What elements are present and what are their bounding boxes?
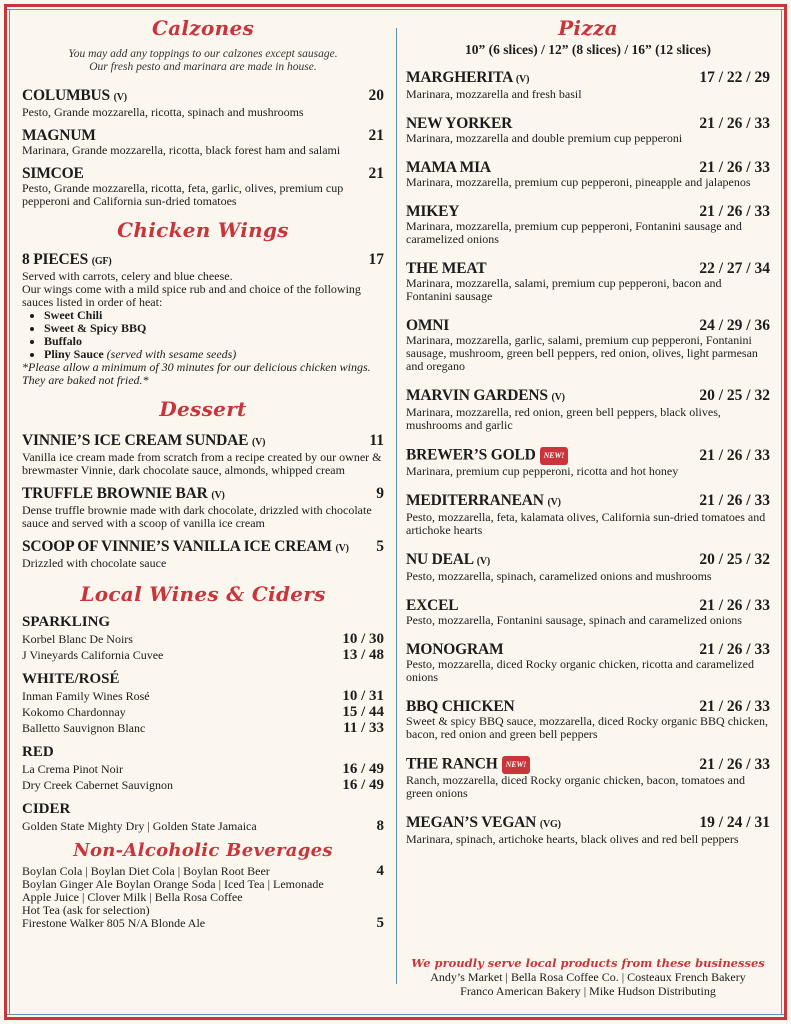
- item-desc: Sweet & spicy BBQ sauce, mozzarella, diced Rocky organic BBQ chicken, bacon, red onion and green bell peppers: [406, 714, 769, 741]
- item-desc: Marinara, mozzarella, premium cup pepperoni, pineapple and jalapenos: [406, 175, 751, 189]
- wine-name: Korbel Blanc De Noirs: [22, 632, 133, 646]
- menu-item: [406, 493, 770, 537]
- item-name: THE MEAT: [406, 260, 487, 277]
- wine-price: 8: [376, 818, 384, 834]
- menu-item: [406, 70, 770, 101]
- item-name: 8 PIECES: [22, 251, 89, 268]
- wine-row: [22, 704, 384, 720]
- beverage-price: 5: [376, 915, 384, 931]
- wine-name: Balletto Sauvignon Blanc: [22, 721, 146, 735]
- item-desc: Marinara, mozzarella, garlic, salami, premium cup pepperoni, Fontanini sausage, mushroom, green bell peppers, red onion, olives, light parmesan and oregano: [406, 333, 758, 373]
- item-price: 20 / 25 / 32: [699, 387, 770, 404]
- item-tag: (V): [251, 437, 266, 448]
- border-top-red: [4, 4, 787, 7]
- menu-item: [406, 642, 770, 684]
- dessert-title: Dessert: [159, 397, 247, 421]
- item-desc: Marinara, mozzarella, salami, premium cup pepperoni, bacon and Fontanini sausage: [406, 276, 722, 303]
- item-desc: Pesto, mozzarella, Fontanini sausage, spinach and caramelized onions: [406, 613, 742, 627]
- item-price: 22 / 27 / 34: [699, 260, 770, 277]
- wine-row: [22, 777, 384, 793]
- right-column: [406, 16, 770, 846]
- item-name: TRUFFLE BROWNIE BAR: [22, 485, 208, 502]
- menu-item: [406, 318, 770, 373]
- wine-row: [22, 688, 384, 704]
- footer-line: Andy’s Market | Bella Rosa Coffee Co. | Costeaux French Bakery: [430, 970, 746, 984]
- border-right-blue: [781, 9, 782, 1015]
- item-price: 21: [368, 127, 384, 144]
- item-price: 19 / 24 / 31: [699, 814, 770, 831]
- item-price: 20: [368, 87, 384, 104]
- new-badge: NEW!: [540, 447, 569, 465]
- wines-title: Local Wines & Ciders: [80, 582, 326, 606]
- item-tag: (V): [113, 92, 127, 103]
- item-desc: Pesto, Grande mozzarella, ricotta, spinach and mushrooms: [22, 105, 304, 119]
- item-name: BBQ CHICKEN: [406, 698, 515, 715]
- item-name: MONOGRAM: [406, 641, 504, 658]
- border-left-blue: [9, 9, 10, 1015]
- item-name: BREWER’S GOLD: [406, 446, 536, 464]
- item-name: EXCEL: [406, 597, 459, 614]
- item-desc: Vanilla ice cream made from scratch from a recipe created by our owner & brewmaster Vinnie, dark chocolate sauce, almonds, whipped cream: [22, 450, 382, 477]
- left-column: [22, 16, 384, 930]
- item-desc: Ranch, mozzarella, diced Rocky organic chicken, bacon, tomatoes and green onions: [406, 773, 745, 800]
- item-tag: (V): [335, 543, 349, 554]
- wine-price: 10 / 31: [342, 688, 384, 704]
- menu-item: [406, 756, 770, 800]
- sauce-item: • Sweet & Spicy BBQ: [44, 322, 384, 335]
- wine-group-heading: CIDER: [22, 801, 71, 817]
- pizza-title: Pizza: [558, 16, 618, 40]
- footer-line: Franco American Bakery | Mike Hudson Distributing: [460, 984, 716, 998]
- item-desc: Marinara, mozzarella, red onion, green bell peppers, black olives, mushrooms and garlic: [406, 405, 721, 432]
- wine-row: [22, 647, 384, 663]
- beverage-line: Boylan Cola | Boylan Diet Cola | Boylan Root Beer: [22, 864, 270, 878]
- beverage-line: Firestone Walker 805 N/A Blonde Ale: [22, 916, 206, 930]
- item-price: 21: [368, 165, 384, 182]
- item-tag: (V): [551, 392, 565, 403]
- item-desc: Pesto, mozzarella, diced Rocky organic chicken, ricotta and caramelized onions: [406, 657, 754, 684]
- menu-item: [22, 128, 384, 157]
- menu-item: [406, 160, 770, 189]
- pizza-sizes: 10” (6 slices) / 12” (8 slices) / 16” (12 slices): [465, 42, 711, 57]
- menu-item: [406, 261, 770, 303]
- item-name: SCOOP OF VINNIE’S VANILLA ICE CREAM: [22, 538, 332, 555]
- item-tag: (V): [515, 74, 530, 85]
- menu-item: [22, 433, 384, 477]
- item-name: MARGHERITA: [406, 69, 513, 86]
- new-badge: NEW!: [502, 756, 531, 774]
- wine-price: 10 / 30: [342, 631, 384, 647]
- item-name: MEGAN’S VEGAN: [406, 814, 537, 831]
- sauce-item: • Buffalo: [44, 335, 384, 348]
- item-name: NEW YORKER: [406, 115, 513, 132]
- item-name: COLUMBUS: [22, 87, 110, 104]
- item-price: 11: [369, 432, 384, 449]
- item-price: 21 / 26 / 33: [699, 446, 770, 464]
- item-price: 21 / 26 / 33: [699, 641, 770, 658]
- item-tag: (V): [476, 556, 491, 567]
- sauce-item: • Sweet Chili: [44, 309, 384, 322]
- menu-item: [406, 388, 770, 432]
- item-desc: Dense truffle brownie made with dark chocolate, drizzled with chocolate sauce and served with a scoop of vanilla ice cream: [22, 503, 372, 530]
- border-top-blue: [4, 9, 787, 10]
- calzones-title: Calzones: [151, 16, 255, 40]
- wings-desc-1: Served with carrots, celery and blue cheese.: [22, 269, 233, 283]
- menu-item: [22, 539, 384, 570]
- item-name: MIKEY: [406, 203, 460, 220]
- item-desc: Marinara, premium cup pepperoni, ricotta and hot honey: [406, 464, 679, 478]
- calzones-note-1: You may add any toppings to our calzones except sausage.: [68, 48, 338, 60]
- menu-item: [22, 252, 384, 387]
- menu-item: [406, 815, 770, 846]
- wine-group-heading: SPARKLING: [22, 614, 111, 630]
- sauce-note: (served with sesame seeds): [106, 347, 237, 361]
- item-price: 21 / 26 / 33: [699, 203, 770, 220]
- wings-desc-2: Our wings come with a mild spice rub and and choice of the following sauces listed in order of heat:: [22, 282, 361, 309]
- wine-name: Dry Creek Cabernet Sauvignon: [22, 778, 173, 792]
- wine-group-heading: RED: [22, 744, 54, 760]
- item-desc: Marinara, spinach, artichoke hearts, black olives and red bell peppers: [406, 832, 739, 846]
- wine-price: 13 / 48: [342, 647, 384, 663]
- item-price: 17: [368, 251, 384, 268]
- wine-price: 11 / 33: [343, 720, 384, 736]
- item-tag: (V): [211, 490, 225, 501]
- menu-item: [406, 447, 770, 478]
- wine-price: 15 / 44: [342, 704, 384, 720]
- item-name: OMNI: [406, 317, 450, 334]
- item-price: 21 / 26 / 33: [699, 698, 770, 715]
- item-price: 21 / 26 / 33: [699, 159, 770, 176]
- wine-name: Kokomo Chardonnay: [22, 705, 126, 719]
- footer-title: We proudly serve local products from these businesses: [411, 956, 765, 970]
- item-tag: (GF): [91, 256, 112, 267]
- beverage-line: Hot Tea (ask for selection): [22, 903, 150, 917]
- beverage-line: Boylan Ginger Ale Boylan Orange Soda | Iced Tea | Lemonade: [22, 877, 324, 891]
- border-bottom-blue: [4, 1014, 787, 1015]
- wine-row: [22, 761, 384, 777]
- menu-item: [406, 598, 770, 627]
- menu-item: [22, 166, 384, 208]
- wine-row: [22, 818, 384, 834]
- item-name: MAMA MIA: [406, 159, 491, 176]
- item-price: 9: [376, 485, 384, 502]
- item-desc: Marinara, mozzarella, premium cup pepperoni, Fontanini sausage and caramelized onions: [406, 219, 742, 246]
- beverage-list: [22, 865, 384, 930]
- calzones-note-2: Our fresh pesto and marinara are made in house.: [89, 61, 317, 73]
- item-name: VINNIE’S ICE CREAM SUNDAE: [22, 432, 249, 449]
- item-name: MAGNUM: [22, 127, 96, 144]
- item-tag: (VG): [539, 819, 561, 830]
- wine-row: [22, 720, 384, 736]
- menu-item: [406, 552, 770, 583]
- item-price: 21 / 26 / 33: [699, 115, 770, 132]
- item-desc: Drizzled with chocolate sauce: [22, 556, 167, 570]
- item-desc: Marinara, mozzarella and double premium cup pepperoni: [406, 131, 683, 145]
- item-desc: Pesto, Grande mozzarella, ricotta, feta, garlic, olives, premium cup pepperoni and California sun-dried tomatoes: [22, 181, 344, 208]
- item-price: 21 / 26 / 33: [699, 597, 770, 614]
- item-price: 17 / 22 / 29: [699, 69, 770, 86]
- wine-price: 16 / 49: [342, 761, 384, 777]
- item-desc: Marinara, mozzarella and fresh basil: [406, 87, 582, 101]
- menu-item: [406, 204, 770, 246]
- wine-group-heading: WHITE/ROSÉ: [22, 671, 120, 687]
- menu-item: [406, 116, 770, 145]
- wings-warning: *Please allow a minimum of 30 minutes for our delicious chicken wings. They are baked not fried.*: [22, 360, 371, 387]
- wine-name: Golden State Mighty Dry | Golden State Jamaica: [22, 819, 257, 833]
- border-bottom-red: [4, 1017, 787, 1020]
- wine-name: J Vineyards California Cuvee: [22, 648, 164, 662]
- footer: [406, 956, 770, 998]
- column-divider: [396, 28, 397, 984]
- item-desc: Pesto, mozzarella, spinach, caramelized onions and mushrooms: [406, 569, 712, 583]
- wings-title: Chicken Wings: [117, 218, 289, 242]
- item-price: 5: [376, 538, 384, 555]
- item-tag: (V): [547, 497, 561, 508]
- border-left-red: [4, 4, 7, 1020]
- sauce-name: Pliny Sauce: [44, 347, 104, 361]
- beverage-price: 4: [376, 863, 384, 879]
- item-price: 20 / 25 / 32: [699, 551, 770, 568]
- wine-name: La Crema Pinot Noir: [22, 762, 123, 776]
- menu-item: [22, 88, 384, 119]
- item-name: MEDITERRANEAN: [406, 492, 544, 509]
- item-name: NU DEAL: [406, 551, 474, 568]
- beverages-title: Non-Alcoholic Beverages: [73, 840, 333, 861]
- wine-name: Inman Family Wines Rosé: [22, 689, 150, 703]
- item-desc: Marinara, Grande mozzarella, ricotta, black forest ham and salami: [22, 143, 341, 157]
- border-right-red: [784, 4, 787, 1020]
- item-name: THE RANCH: [406, 755, 498, 773]
- beverage-line: Apple Juice | Clover Milk | Bella Rosa Coffee: [22, 890, 243, 904]
- item-name: SIMCOE: [22, 165, 84, 182]
- item-desc: Pesto, mozzarella, feta, kalamata olives, California sun-dried tomatoes and artichoke hearts: [406, 510, 766, 537]
- item-price: 24 / 29 / 36: [699, 317, 770, 334]
- menu-item: [406, 699, 770, 741]
- item-name: MARVIN GARDENS: [406, 387, 548, 404]
- sauce-list: [22, 309, 384, 361]
- item-price: 21 / 26 / 33: [699, 755, 770, 773]
- menu-item: [22, 486, 384, 530]
- wine-price: 16 / 49: [342, 777, 384, 793]
- item-price: 21 / 26 / 33: [699, 492, 770, 509]
- wine-row: [22, 631, 384, 647]
